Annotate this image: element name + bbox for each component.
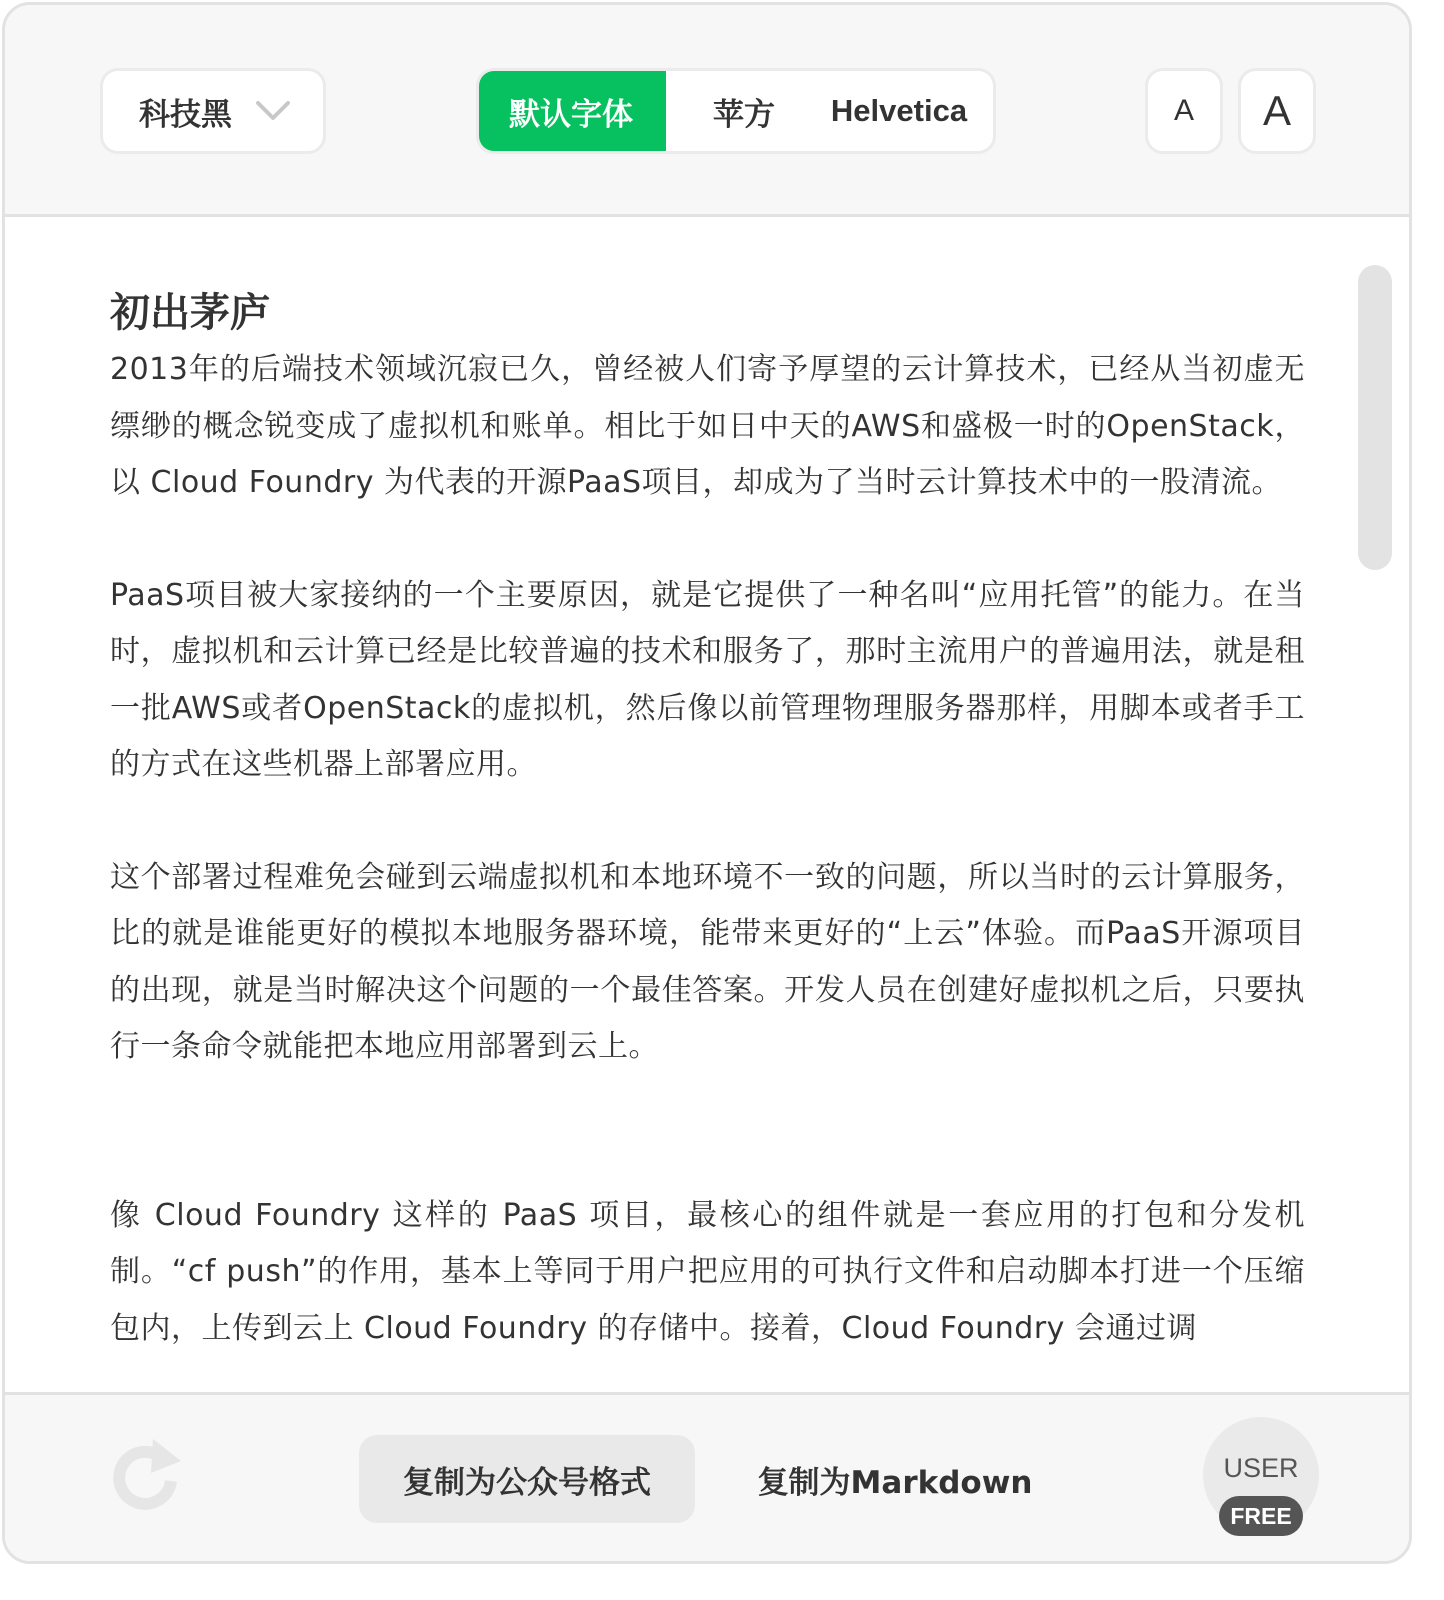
article [110,286,1305,1357]
app-window [2,2,1412,1564]
font-size-decrease-button[interactable]: A [1145,68,1223,154]
plan-badge: FREE [1219,1496,1303,1536]
article-paragraph: 这个部署过程难免会碰到云端虚拟机和本地环境不一致的问题，所以当时的云计算服务，比的就是谁能更好的模拟本地服务器环境，能带来更好的“上云”体验。而PaaS开源项目的出现，就是当时解决这个问题的一个最佳答案。开发人员在创建好虚拟机之后，只要执行一条命令就能把本地应用部署到云上。 [110,859,1305,1064]
article-title: 初出茅庐 [110,290,270,336]
chevron-down-icon [255,99,291,127]
article-paragraph: 2013年的后端技术领域沉寂已久，曾经被人们寄予厚望的云计算技术，已经从当初虚无缥缈的概念锐变成了虚拟机和账单。相比于如日中天的AWS和盛极一时的OpenStack，以 Cloud Foundry 为代表的开源PaaS项目，却成为了当时云计算技术中的一股清流。 [110,352,1305,500]
copy-markdown-button[interactable]: 复制为Markdown [757,1464,1033,1501]
scrollbar-thumb[interactable] [1358,265,1392,570]
article-paragraph: 像 Cloud Foundry 这样的 PaaS 项目，最核心的组件就是一套应用的打包和分发机制。“cf push”的作用，基本上等同于用户把应用的可执行文件和启动脚本打进一个压缩包内，上传到云上 Cloud Foundry 的存储中。接着，Cloud Foundry 会通过调 [110,1197,1305,1346]
theme-select-label: 科技黑 [139,96,232,133]
font-size-increase-button[interactable]: A [1238,68,1316,154]
bottom-bar [5,1392,1409,1561]
font-option-helvetica[interactable]: Helvetica [830,93,968,128]
user-label: USER [1223,1453,1299,1483]
article-preview [5,220,1409,1395]
theme-select[interactable] [100,68,326,154]
toolbar [5,5,1409,217]
font-option-default[interactable]: 默认字体 [476,68,666,154]
font-family-switcher [476,68,996,154]
font-option-pingfang[interactable]: 苹方 [713,96,775,133]
user-account-button[interactable] [1203,1417,1319,1533]
refresh-icon[interactable] [107,1435,187,1515]
article-paragraph: PaaS项目被大家接纳的一个主要原因，就是它提供了一种名叫“应用托管”的能力。在当时，虚拟机和云计算已经是比较普遍的技术和服务了，那时主流用户的普遍用法，就是租一批AWS或者OpenStack的虚拟机，然后像以前管理物理服务器那样，用脚本或者手工的方式在这些机器上部署应用。 [110,577,1305,782]
copy-wechat-format-button[interactable]: 复制为公众号格式 [359,1435,695,1523]
